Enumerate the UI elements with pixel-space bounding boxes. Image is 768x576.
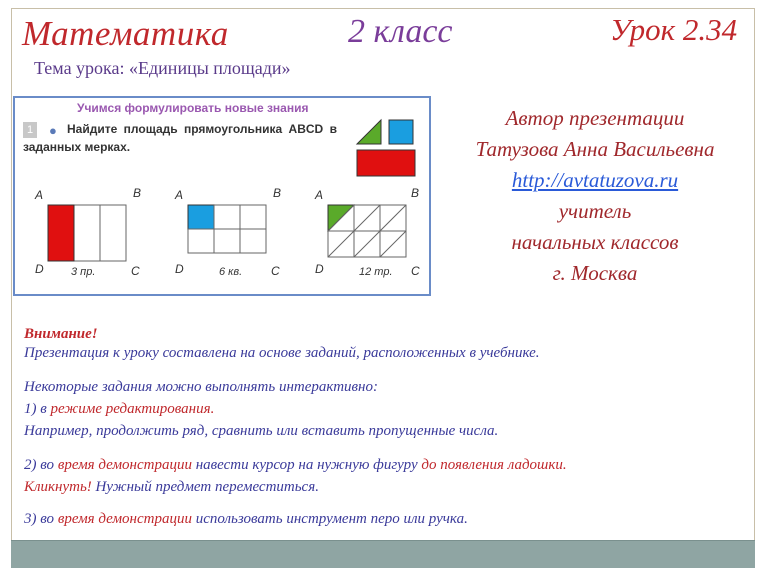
task-panel (13, 96, 431, 296)
task-number: 1 (23, 122, 37, 138)
grade-title: 2 класс (348, 13, 453, 50)
note-pen-tool: 3) во время демонстрации использовать инструмент перо или ручка. (24, 511, 468, 527)
task-text-continued: заданных мерках. (23, 140, 131, 154)
note-edit-mode: 1) в режиме редактирования. (24, 401, 215, 417)
note-click: Кликнуть! Нужный предмет переместиться. (24, 479, 319, 495)
vertex-d: D (315, 262, 324, 276)
rectangle-abcd (327, 204, 409, 260)
vertex-b: B (411, 186, 420, 200)
rectangle-piece (357, 150, 415, 176)
caption-12-triangles: 12 тр. (359, 266, 393, 278)
author-role-detail: начальных классов (511, 230, 679, 254)
note-edit-example: Например, продолжить ряд, сравнить или вставить пропущенные числа. (24, 423, 499, 439)
note-demo-cursor: 2) во время демонстрации навести курсор на нужную фигуру до появления ладошки. (24, 457, 567, 473)
diagram-squares (165, 186, 295, 296)
vertex-a: A (315, 188, 324, 202)
note-presentation-basis: Презентация к уроку составлена на основе заданий, расположенных в учебнике. (24, 345, 540, 361)
note-interactive-intro: Некоторые задания можно выполнять интерактивно: (24, 379, 378, 395)
author-website-link[interactable]: http://avtatuzova.ru (511, 168, 679, 192)
caption-3-rect: 3 пр. (71, 266, 96, 278)
lesson-topic: Тема урока: «Единицы площади» (34, 58, 291, 78)
author-city: г. Москва (552, 261, 638, 285)
rectangle-abcd (47, 204, 129, 264)
bullet-icon: ● (49, 123, 57, 138)
vertex-c: C (411, 264, 420, 278)
rectangle-abcd (187, 204, 269, 256)
vertex-c: C (271, 264, 280, 278)
task-heading: Учимся формулировать новые знания (77, 101, 309, 115)
triangle-piece (357, 120, 381, 144)
author-role: учитель (558, 199, 632, 223)
subject-title: Математика (22, 14, 229, 53)
vertex-b: B (133, 186, 142, 200)
vertex-a: A (175, 188, 184, 202)
attention-heading: Внимание! (24, 326, 98, 342)
task-text: Найдите площадь прямоугольника ABCD в (67, 122, 337, 136)
author-heading: Автор презентации (505, 106, 685, 130)
vertex-a: A (35, 188, 44, 202)
author-info (440, 103, 750, 289)
square-piece (389, 120, 413, 144)
vertex-d: D (35, 262, 44, 276)
footer-bar (11, 540, 755, 568)
diagram-triangles (307, 186, 437, 296)
measure-pieces[interactable] (355, 116, 435, 182)
lesson-number: Урок 2.34 (610, 12, 738, 47)
vertex-d: D (175, 262, 184, 276)
vertex-b: B (273, 186, 282, 200)
caption-6-squares: 6 кв. (219, 266, 243, 278)
author-name: Татузова Анна Васильевна (475, 137, 715, 161)
vertex-c: C (131, 264, 140, 278)
diagram-rectangles (25, 186, 155, 296)
